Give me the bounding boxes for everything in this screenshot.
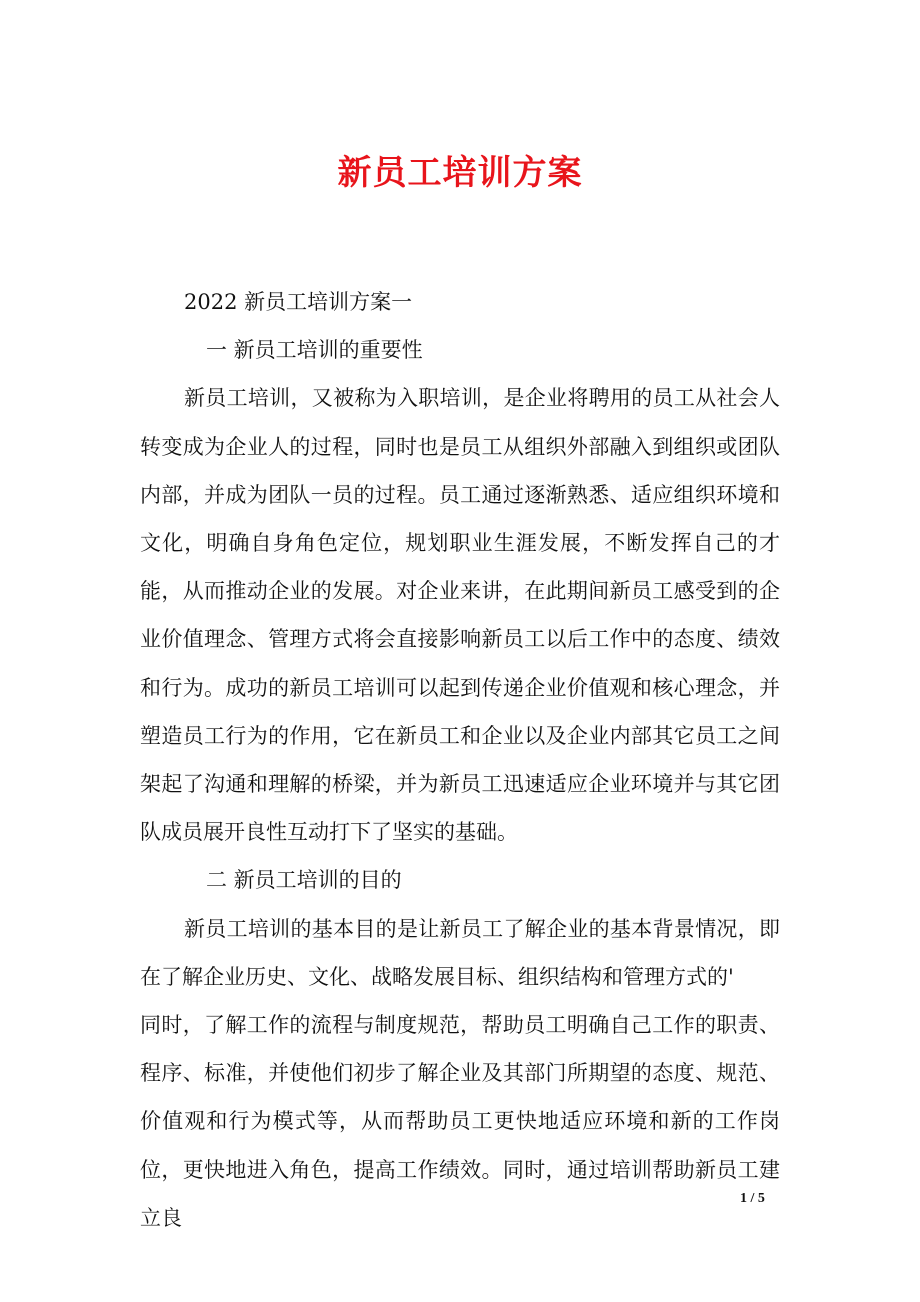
document-title: 新员工培训方案 <box>337 153 583 193</box>
section-2-paragraph-a: 新员工培训的基本目的是让新员工了解企业的基本背景情况，即在了解企业历史、文化、战略发展目标、组织结构和管理方式的' <box>140 916 780 989</box>
section-1-paragraph: 新员工培训，又被称为入职培训，是企业将聘用的员工从社会人转变成为企业人的过程，同时也是员工从组织外部融入到组织或团队内部，并成为团队一员的过程。员工通过逐渐熟悉、适应组织环境和文化，明确自身角色定位，规划职业生涯发展，不断发挥自己的才能，从而推动企业的发展。对企业来讲，在此期间新员工感受到的企业价值理念、管理方式将会直接影响新员工以后工作中的态度、绩效和行为。成功的新员工培训可以起到传递企业价值观和核心理念，并塑造员工行为的作用，它在新员工和企业以及企业内部其它员工之间架起了沟通和理解的桥梁，并为新员工迅速适应企业环境并与其它团队成员展开良性互动打下了坚实的基础。 <box>140 386 780 845</box>
section-2-heading: 二 新员工培训的目的 <box>206 868 402 893</box>
document-body <box>140 278 780 1242</box>
section-2-paragraph-b: 同时，了解工作的流程与制度规范，帮助员工明确自己工作的职责、程序、标准，并使他们初步了解企业及其部门所期望的态度、规范、价值观和行为模式等，从而帮助员工更快地适应环境和新的工作岗位，更快地进入角色，提高工作绩效。同时，通过培训帮助新员工建立良 <box>140 1013 780 1230</box>
section-1-heading: 一 新员工培训的重要性 <box>206 338 423 363</box>
page-number: 1 / 5 <box>740 1191 765 1206</box>
document-subtitle: 2022 新员工培训方案一 <box>184 290 413 314</box>
